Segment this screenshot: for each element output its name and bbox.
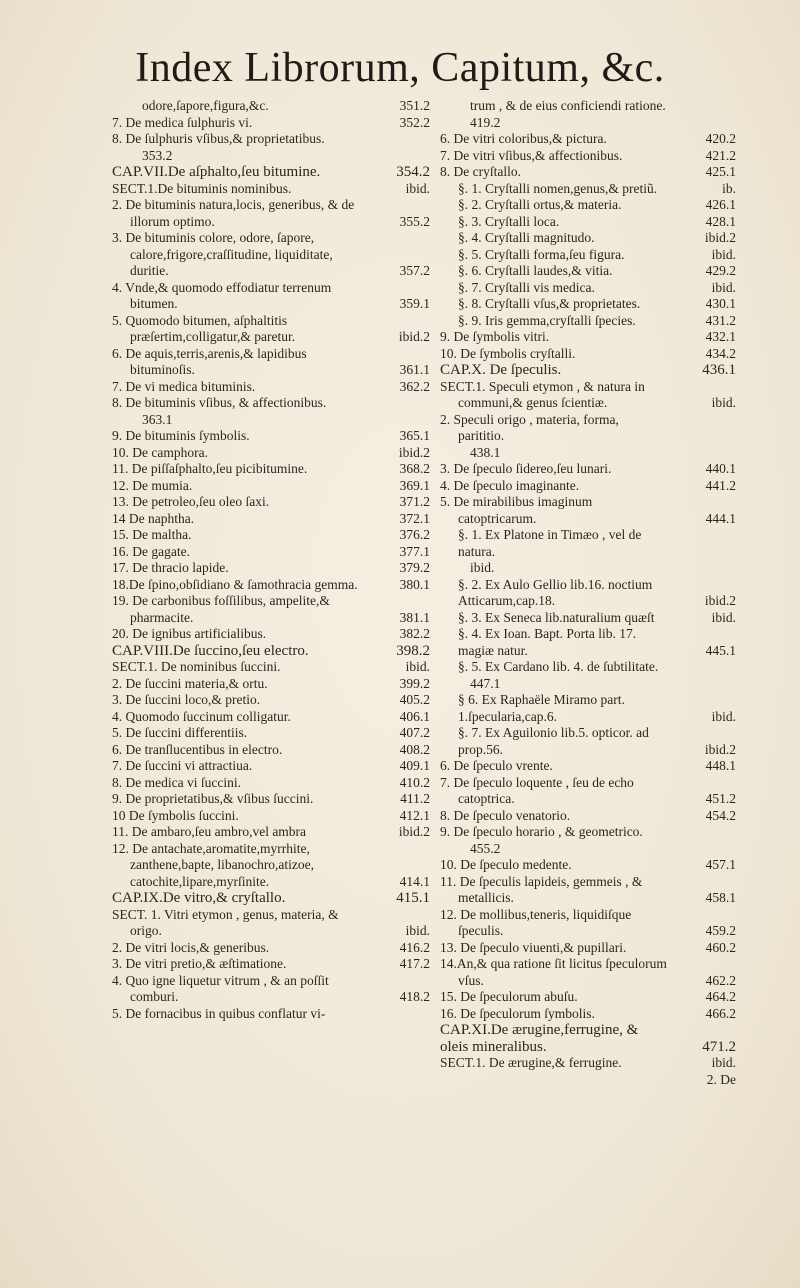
entry-title: 8. De bituminis vſibus, & affectionibus. [112,395,327,410]
entry-title: 10 De ſymbolis ſuccini. [112,807,239,823]
entry-page-number: 371.2 [399,494,430,509]
index-entry [112,841,430,891]
index-entry [112,659,430,676]
chapter-heading [112,890,430,907]
entry-title: 12. De mollibus,teneris, liquidiſque ſpeculis. [440,906,632,938]
entry-title: 4. De ſpeculo imaginante. [440,477,580,493]
entry-title: 2. De ſuccini materia,& ortu. [112,675,268,691]
entry-title: 5. De fornacibus in quibus conflatur vi- [112,1005,326,1021]
index-entry [112,824,430,841]
entry-title: 12. De mumia. [112,477,193,493]
entry-title: 3. De ſpeculo ſidereo,ſeu lunari. [440,461,612,476]
entry-title: 7. De medica ſulphuris vi. [112,114,253,130]
entry-page-number: 416.2 [399,939,430,955]
index-entry [112,428,430,445]
entry-title: 2. De vitri locis,& generibus. [112,939,270,955]
entry-page-number: ibid. [711,279,736,295]
entry-title: SECT.1. Speculi etymon , & natura in communi,& genus ſcientiæ. [440,378,645,410]
entry-title: 15. De maltha. [112,527,192,542]
entry-page-number: 411.2 [400,791,430,806]
entry-title: §. 7. Cryſtalli vis medica. [458,279,595,295]
entry-page-number: ibid.2 [398,824,430,839]
entry-title: 4. Quo igne liquetur vitrum , & an poſſit comburi. [112,972,329,1004]
index-entry [112,181,430,198]
entry-title: trum , & de eius conficiendi ratione. [470,98,666,113]
entry-title: 11. De ſpeculis lapideis, gemmeis , & metallicis. [440,873,643,905]
index-entry [440,247,736,264]
entry-page-number: ibid. [711,609,736,625]
entry-title: §. 4. Cryſtalli magnitudo. [458,230,595,245]
index-entry [112,742,430,759]
entry-title: 9. De proprietatibus,& vſibus ſuccini. [112,791,314,806]
entry-page-number: 431.2 [705,312,736,328]
entry-page-number: 377.1 [399,543,430,559]
index-entry [440,412,736,445]
entry-page-number: 458.1 [705,890,736,905]
page-title: Index Librorum, Capitum, &c. [135,45,665,91]
entry-page-number: 420.2 [705,131,736,146]
entry-title: CAP.VII.De aſphalto,ſeu bitumine. [112,164,321,180]
index-entry [440,461,736,478]
entry-page-number: 406.1 [399,708,430,724]
entry-title: SECT.1.De bituminis nominibus. [112,180,292,196]
entry-title: 438.1 [470,444,501,460]
index-entry [112,808,430,825]
index-entry [440,989,736,1006]
entry-title: 3. De bituminis colore, odore, ſapore, calore,frigore,craſſitudine, liquiditate, duritie. [112,230,333,278]
entry-page-number: 471.2 [702,1038,736,1055]
entry-page-number: 457.1 [705,857,736,872]
entry-title: §. 7. Ex Aguilonio lib.5. opticor. ad prop.56. [458,725,649,757]
index-entry [440,98,736,115]
entry-page-number: ibid. [711,708,736,724]
entry-page-number: 355.2 [399,213,430,229]
entry-page-number: 379.2 [399,560,430,575]
entry-page-number: ibid.2 [398,444,430,460]
index-entry [112,577,430,594]
entry-title: 447.1 [470,675,501,691]
entry-title: 419.2 [470,114,501,130]
entry-title: 4. Quomodo ſuccinum colligatur. [112,708,291,724]
index-entry [440,494,736,527]
index-entry [440,280,736,297]
entry-page-number: 421.2 [705,147,736,163]
entry-title: 14.An,& qua ratione ſit licitus ſpeculorum vſus. [440,956,667,988]
index-entry [112,115,430,132]
index-entry [440,230,736,247]
index-entry [112,956,430,973]
left-index-column [112,98,430,1022]
index-entry [440,758,736,775]
entry-page-number: 362.2 [399,378,430,394]
entry-title: CAP.IX.De vitro,& cryſtallo. [112,890,286,906]
index-entry [112,725,430,742]
entry-title: CAP.XI.De ærugine,ferrugine, & oleis mineralibus. [440,1022,639,1055]
entry-title: 10. De ſpeculo medente. [440,857,572,872]
index-entry [440,907,736,940]
index-entry [440,626,736,659]
entry-title: §. 4. Ex Ioan. Bapt. Porta lib. 17. magiæ natur. [458,626,637,658]
chapter-heading [440,362,736,379]
entry-page-number: 405.2 [399,692,430,707]
entry-title: 8. De medica vi ſuccini. [112,774,241,790]
entry-title: §. 1. Ex Platone in Timæo , vel de natura. [458,527,642,559]
index-entry [440,692,736,725]
index-entry [440,115,736,132]
index-entry [112,940,430,957]
index-entry [112,313,430,346]
chapter-heading [112,164,430,181]
entry-page-number: ibid.2 [398,329,430,344]
entry-title: ibid. [470,560,495,575]
chapter-heading [112,643,430,660]
entry-page-number: ibid. [711,1055,736,1070]
index-entry [440,197,736,214]
entry-page-number: ibid. [405,659,430,674]
index-entry [440,478,736,495]
entry-page-number: 418.2 [399,989,430,1004]
entry-page-number: 365.1 [399,428,430,443]
entry-page-number: ib. [722,180,736,196]
index-entry [112,230,430,280]
index-entry [440,775,736,808]
index-entry [440,296,736,313]
entry-title: 6. De aquis,terris,arenis,& lapidibus bituminoſis. [112,345,307,377]
entry-title: 20. De ignibus artificialibus. [112,626,267,641]
index-entry [112,445,430,462]
index-entry [112,527,430,544]
index-entry [112,973,430,1006]
entry-title: §. 8. Cryſtalli vſus,& proprietates. [458,296,641,311]
entry-page-number: 445.1 [705,642,736,658]
index-entry [440,148,736,165]
index-entry [440,1055,736,1072]
index-entry [440,676,736,693]
entry-title: §. 2. Ex Aulo Gellio lib.16. noctium Atticarum,cap.18. [458,576,653,608]
index-entry [112,511,430,528]
index-entry [112,791,430,808]
entry-title: 6. De tranſlucentibus in electro. [112,741,283,757]
entry-page-number: 380.1 [399,576,430,592]
entry-title: SECT.1. De ærugine,& ferrugine. [440,1055,622,1070]
entry-title: SECT.1. De nominibus ſuccini. [112,659,281,674]
entry-title: odore,ſapore,figura,&c. [142,98,269,113]
index-entry [440,824,736,841]
entry-title: 353.2 [142,147,173,163]
index-entry [440,857,736,874]
index-entry [440,808,736,825]
entry-page-number: 398.2 [396,642,430,659]
entry-title: 10. De camphora. [112,444,208,460]
entry-title: 11. De ambaro,ſeu ambro,vel ambra [112,824,307,839]
index-entry [440,214,736,231]
index-entry [440,1072,736,1089]
entry-title: 2. Speculi origo , materia, forma, parititio. [440,411,619,443]
index-entry [440,560,736,577]
index-entry [112,907,430,940]
index-entry [440,379,736,412]
entry-title: CAP.VIII.De ſuccino,ſeu electro. [112,642,309,659]
entry-title: 17. De thracio lapide. [112,560,229,575]
index-entry [440,874,736,907]
entry-page-number: 432.1 [705,329,736,344]
entry-page-number: 376.2 [399,527,430,542]
index-entry [440,956,736,989]
entry-title: 7. De vi medica bituminis. [112,378,256,394]
entry-page-number: 415.1 [396,890,430,906]
index-entry [440,527,736,560]
index-entry [112,98,430,115]
index-entry [440,659,736,676]
entry-title: 6. De vitri coloribus,& pictura. [440,131,607,146]
index-entry [440,445,736,462]
entry-title: 5. De mirabilibus imaginum catoptricarum. [440,494,593,526]
index-entry [112,280,430,313]
index-entry [112,197,430,230]
entry-page-number: 381.1 [399,609,430,625]
entry-title: 11. De piſſaſphalto,ſeu picibitumine. [112,461,308,476]
entry-title: §. 5. Cryſtalli forma,ſeu figura. [458,246,625,262]
entry-page-number: ibid.2 [704,593,736,608]
entry-title: 15. De ſpeculorum abuſu. [440,989,578,1004]
index-entry [112,560,430,577]
entry-title: 455.2 [470,840,501,856]
entry-page-number: 414.1 [399,873,430,889]
index-entry [440,329,736,346]
index-entry [112,131,430,148]
entry-page-number: 428.1 [705,213,736,229]
entry-title: 6. De ſpeculo vrente. [440,758,553,773]
entry-title: §. 6. Cryſtalli laudes,& vitia. [458,263,613,278]
index-entry [440,263,736,280]
entry-page-number: 436.1 [702,362,736,378]
entry-title: 18.De ſpino,obſidiano & ſamothracia gemma. [112,576,358,592]
entry-page-number: 426.1 [705,197,736,212]
index-entry [112,709,430,726]
index-entry [112,676,430,693]
entry-title: 7. De ſpeculo loquente , ſeu de echo catoptrica. [440,774,634,806]
index-entry [112,395,430,412]
entry-page-number: 448.1 [705,758,736,773]
entry-title: 4. Vnde,& quomodo effodiatur terrenum bitumen. [112,279,332,311]
entry-page-number: 368.2 [399,461,430,476]
entry-title: 7. De vitri vſibus,& affectionibus. [440,147,623,163]
entry-title: §. 2. Cryſtalli ortus,& materia. [458,197,622,212]
entry-page-number: ibid.2 [704,741,736,757]
entry-page-number: 369.1 [399,477,430,493]
index-entry [440,346,736,363]
entry-page-number: 459.2 [705,923,736,938]
entry-title: 13. De petroleo,ſeu oleo ſaxi. [112,494,270,509]
entry-title: SECT. 1. Vitri etymon , genus, materia, & origo. [112,906,339,938]
index-entry [112,346,430,379]
index-entry [440,131,736,148]
entry-title: 9. De ſymbolis vitri. [440,329,550,344]
entry-page-number: 466.2 [705,1005,736,1021]
entry-page-number: 382.2 [399,626,430,641]
entry-title: 8. De cryſtallo. [440,164,521,179]
index-entry [440,577,736,610]
index-entry [440,164,736,181]
entry-page-number: 399.2 [399,675,430,691]
entry-page-number: 429.2 [705,263,736,278]
entry-title: 9. De ſpeculo horario , & geometrico. [440,824,643,839]
index-entry [112,1006,430,1023]
index-entry [112,478,430,495]
entry-title: §. 3. Ex Seneca lib.naturalium quæſt [458,609,655,625]
entry-title: 7. De ſuccini vi attractiua. [112,758,253,773]
index-entry [112,412,430,429]
entry-page-number: 440.1 [705,461,736,476]
entry-title: 5. De ſuccini differentiis. [112,725,248,740]
index-entry [112,758,430,775]
entry-title: §. 1. Cryſtalli nomen,genus,& pretiũ. [458,180,658,196]
index-entry [440,181,736,198]
entry-page-number: ibid. [405,923,430,938]
entry-title: §. 3. Cryſtalli loca. [458,213,560,229]
entry-title: § 6. Ex Raphaële Miramo part. 1.ſpecularia,cap.6. [458,692,625,724]
entry-title: 8. De ſulphuris vſibus,& proprietatibus. [112,131,325,146]
entry-title: 2. De [706,1071,736,1087]
entry-title: 16. De ſpeculorum ſymbolis. [440,1005,595,1021]
entry-title: 3. De vitri pretio,& æſtimatione. [112,956,287,971]
index-entry [112,461,430,478]
entry-title: 10. De ſymbolis cryſtalli. [440,345,576,361]
entry-title: 12. De antachate,aromatite,myrrhite, zanthene,bapte, libanochro,atizoe, catochite,lipare,myrſinite. [112,840,315,889]
entry-title: §. 9. Iris gemma,cryſtalli ſpecies. [458,312,636,328]
entry-title: 9. De bituminis ſymbolis. [112,428,250,443]
index-entry [440,940,736,957]
index-entry [112,148,430,165]
index-entry [112,593,430,626]
entry-page-number: 464.2 [705,989,736,1004]
entry-page-number: 451.2 [705,791,736,806]
entry-page-number: 412.1 [399,807,430,823]
entry-page-number: 425.1 [705,164,736,179]
index-entry [440,610,736,627]
entry-page-number: 434.2 [705,345,736,361]
entry-title: 8. De ſpeculo venatorio. [440,807,571,823]
entry-page-number: 441.2 [705,477,736,493]
index-entry [440,841,736,858]
chapter-heading [440,1022,736,1055]
entry-title: 3. De ſuccini loco,& pretio. [112,692,261,707]
entry-title: §. 5. Ex Cardano lib. 4. de ſubtilitate. [458,659,659,674]
entry-page-number: 352.2 [399,114,430,130]
index-entry [112,692,430,709]
entry-page-number: 408.2 [399,741,430,757]
entry-title: 14 De naphtha. [112,510,195,526]
entry-title: 13. De ſpeculo viuenti,& pupillari. [440,939,627,955]
entry-page-number: 410.2 [399,774,430,790]
index-entry [112,775,430,792]
entry-page-number: ibid. [405,180,430,196]
entry-title: 16. De gagate. [112,543,190,559]
entry-page-number: 430.1 [705,296,736,311]
entry-title: 363.1 [142,411,173,427]
entry-page-number: ibid. [711,246,736,262]
entry-page-number: 372.1 [399,510,430,526]
entry-page-number: 359.1 [399,296,430,311]
index-entry [440,725,736,758]
entry-page-number: 354.2 [396,164,430,180]
entry-page-number: 409.1 [399,758,430,773]
entry-title: CAP.X. De ſpeculis. [440,362,562,378]
entry-title: 19. De carbonibus foſſilibus, ampelite,& pharmacite. [112,593,330,625]
entry-page-number: ibid.2 [704,230,736,245]
index-entry [440,313,736,330]
entry-page-number: ibid. [711,395,736,410]
entry-page-number: 361.1 [399,362,430,377]
entry-page-number: 454.2 [705,807,736,823]
entry-page-number: 460.2 [705,939,736,955]
index-entry [112,494,430,511]
index-entry [440,1006,736,1023]
entry-page-number: 417.2 [399,956,430,971]
entry-title: 5. Quomodo bitumen, aſphaltitis præſertim,colligatur,& paretur. [112,312,296,344]
index-entry [112,626,430,643]
entry-page-number: 357.2 [399,263,430,278]
entry-page-number: 351.2 [399,98,430,113]
right-index-column [440,98,736,1088]
entry-title: 2. De bituminis natura,locis, generibus, & de illorum optimo. [112,197,355,229]
entry-page-number: 462.2 [705,972,736,988]
entry-page-number: 407.2 [399,725,430,740]
entry-page-number: 444.1 [705,510,736,526]
index-entry [112,544,430,561]
index-entry [112,379,430,396]
